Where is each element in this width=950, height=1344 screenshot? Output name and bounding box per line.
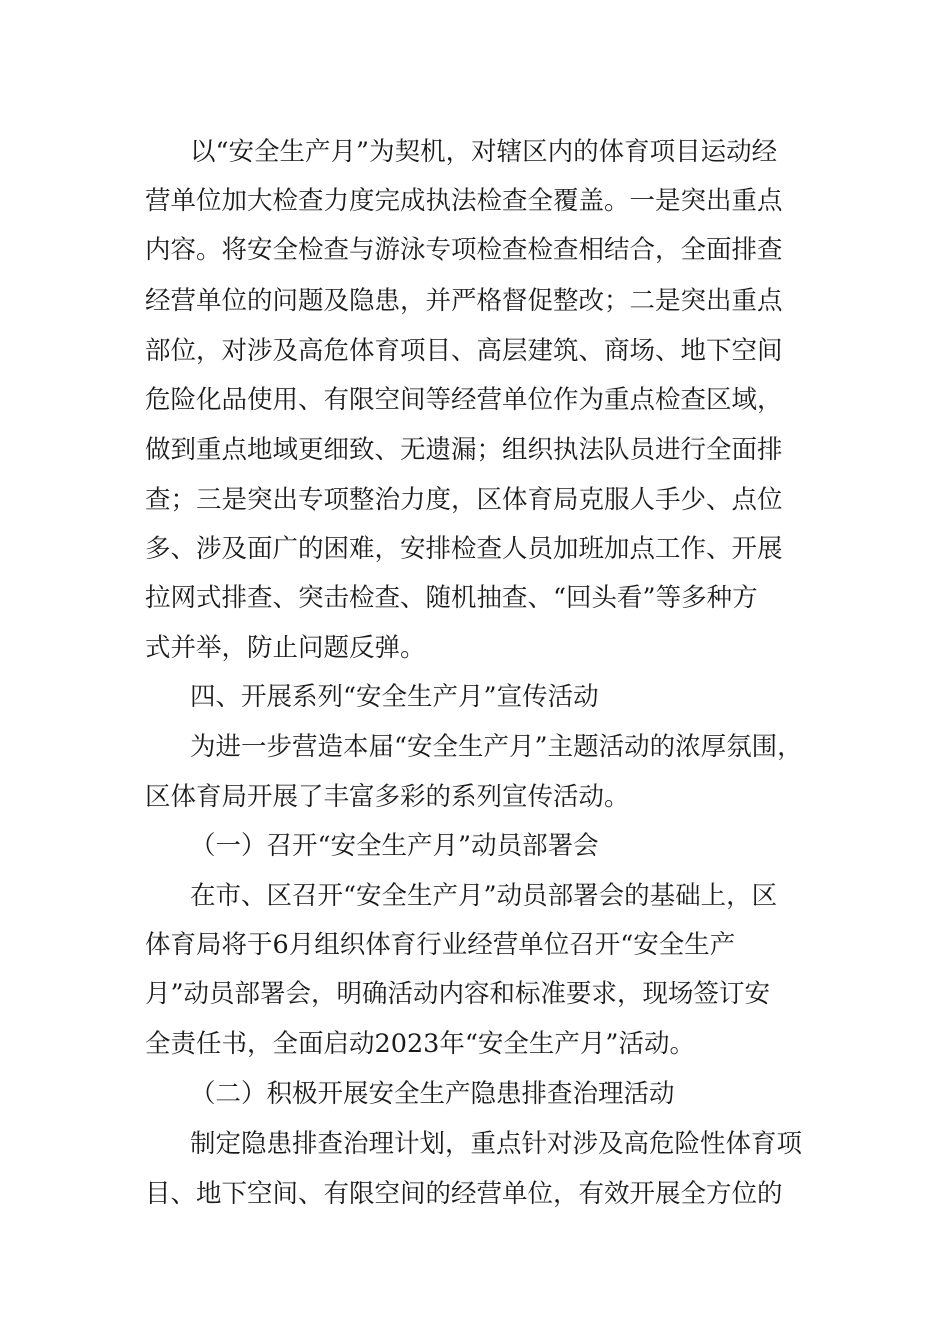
- section-heading: 四、开展系列“安全生产月”宣传活动: [190, 682, 599, 712]
- text-line: 体育局将于6月组织体育行业经营单位召开“安全生产: [145, 930, 736, 960]
- text-line: 以“安全生产月”为契机，对辖区内的体育项目运动经: [190, 137, 778, 167]
- text-line: 内容。将安全检查与游泳专项检查检查相结合，全面排查: [145, 235, 783, 265]
- text-line: 做到重点地域更细致、无遗漏；组织执法队员进行全面排: [145, 435, 783, 465]
- subsection-heading: （二）积极开展安全生产隐患排查治理活动: [190, 1079, 675, 1109]
- text-line: 为进一步营造本届“安全生产月”主题活动的浓厚氛围，: [190, 732, 803, 762]
- text-line: 多、涉及面广的困难，安排检查人员加班加点工作、开展: [145, 534, 783, 564]
- subsection-heading: （一）召开“安全生产月”动员部署会: [190, 831, 599, 861]
- text-line: 部位，对涉及高危体育项目、高层建筑、商场、地下空间: [145, 336, 783, 366]
- text-line: 在市、区召开“安全生产月”动员部署会的基础上，区: [190, 881, 778, 911]
- text-line: 营单位加大检查力度完成执法检查全覆盖。一是突出重点: [145, 186, 783, 216]
- text-line: 危险化品使用、有限空间等经营单位作为重点检查区域，: [145, 385, 783, 415]
- text-line: 经营单位的问题及隐患，并严格督促整改；二是突出重点: [145, 286, 783, 316]
- text-line: 月”动员部署会，明确活动内容和标准要求，现场签订安: [145, 979, 771, 1009]
- text-line: 式并举，防止问题反弹。: [145, 633, 426, 663]
- text-line: 查；三是突出专项整治力度，区体育局克服人手少、点位: [145, 485, 783, 515]
- text-line: 区体育局开展了丰富多彩的系列宣传活动。: [145, 782, 630, 812]
- text-line: 目、地下空间、有限空间的经营单位，有效开展全方位的: [145, 1179, 783, 1209]
- text-line: 全责任书，全面启动2023年“安全生产月”活动。: [145, 1029, 695, 1059]
- text-line: 制定隐患排查治理计划，重点针对涉及高危险性体育项: [190, 1129, 803, 1159]
- text-line: 拉网式排查、突击检查、随机抽查、“回头看”等多种方: [145, 583, 758, 613]
